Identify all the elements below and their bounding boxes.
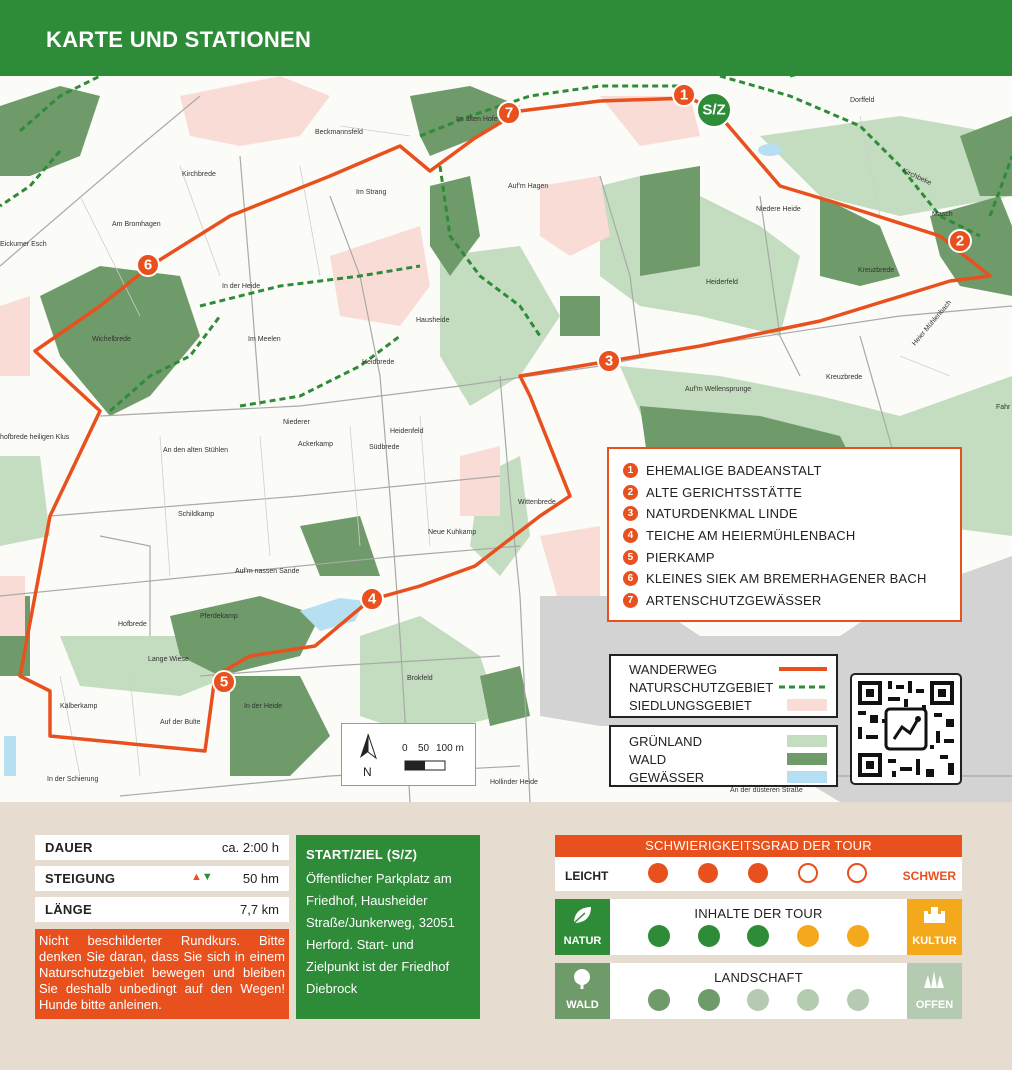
elevation-arrows-icon: ▲▼ [191, 871, 213, 883]
station-number: 4 [623, 528, 638, 543]
label-an-den-alten-stuehlen: An den alten Stühlen [163, 447, 228, 454]
grass-level-icon [797, 989, 819, 1011]
legend-wald: WALD [629, 751, 667, 767]
station-label: EHEMALIGE BADEANSTALT [646, 463, 822, 479]
label-hausheide: Hausheide [416, 317, 450, 324]
svg-text:1: 1 [679, 86, 689, 104]
label-in-der-heide-2: In der Heide [244, 703, 283, 710]
station-label: ARTENSCHUTZGEWÄSSER [646, 592, 822, 608]
label-am-bromhagen: Am Bromhagen [112, 221, 161, 228]
label-heidbrede: Heidbrede [362, 359, 395, 366]
culture-icon [797, 925, 819, 947]
legend-wanderweg: WANDERWEG [629, 661, 718, 677]
scale-fifty: 50 [418, 743, 430, 754]
label-auf-der-bulte: Auf der Bulte [160, 719, 201, 726]
difficulty-hard-label: SCHWER [902, 869, 956, 883]
svg-text:2: 2 [955, 232, 965, 250]
grass-icon [907, 963, 962, 993]
info-steigung [35, 866, 289, 891]
label-dorffeld: Dorffeld [850, 97, 875, 104]
header-bar [0, 0, 1012, 76]
svg-text:S/Z: S/Z [702, 101, 726, 119]
start-finish-box [296, 835, 480, 1019]
station-item [623, 525, 960, 547]
castle-icon [907, 899, 962, 929]
contents-panel [555, 899, 962, 955]
legend-areas [609, 725, 838, 787]
grass-level-icon [747, 989, 769, 1011]
start-text: Öffentlicher Parkplatz am Friedhof, Hausheider Straße/Junkerweg, 32051 Herford. Start- und Zielpunkt ist der Friedhof Diebrock [306, 871, 455, 996]
hiker-icon [748, 863, 768, 883]
station-number: 1 [623, 463, 638, 478]
station-number: 5 [623, 550, 638, 565]
empty-level-icon [798, 863, 818, 883]
station-label: PIERKAMP [646, 549, 715, 565]
marker-3[interactable] [598, 350, 620, 372]
label-wichelbrede: Wichelbrede [92, 336, 131, 343]
label-heidenfeld: Heidenfeld [390, 428, 424, 435]
hiker-icon [698, 863, 718, 883]
label-pferdekamp: Pferdekamp [200, 613, 238, 620]
empty-level-icon [847, 863, 867, 883]
grass-level-icon [847, 989, 869, 1011]
station-item [623, 546, 960, 568]
label-wittenbrede: Wittenbrede [518, 499, 556, 506]
scale-box [341, 723, 476, 786]
label-an-der-duesteren-strasse: An der düsteren Straße [730, 787, 803, 794]
station-list [607, 447, 962, 622]
svg-text:5: 5 [219, 673, 229, 691]
leaf-icon [555, 899, 610, 929]
label-aufm-nassen-sande: Auf'm nassen Sande [235, 568, 300, 575]
label-in-der-schierung: In der Schierung [47, 776, 99, 783]
natur-label: NATUR [563, 935, 602, 947]
label-beckmannsfeld: Beckmannsfeld [315, 129, 363, 136]
label-kirchbeke: Kirchbeke [901, 167, 933, 187]
marker-6[interactable] [137, 254, 159, 276]
label-niederer: Niederer [283, 419, 310, 426]
trail-note: Nicht beschilderter Rundkurs. Bitte denken Sie daran, dass Sie sich in einem Naturschutzgebiet bewegen und bleiben Sie deshalb unbedingt auf den Wegen! Hunde bitte anleinen. [35, 929, 289, 1019]
label-kaelberkamp: Kälberkamp [60, 703, 98, 710]
station-number: 7 [623, 593, 638, 608]
legend-gewaesser: GEWÄSSER [629, 769, 705, 785]
difficulty-easy-label: LEICHT [565, 869, 609, 883]
label-ackerkamp: Ackerkamp [298, 441, 334, 448]
label-im-strang: Im Strang [356, 189, 387, 196]
nature-icon [747, 925, 769, 947]
station-item [623, 503, 960, 525]
marker-1[interactable] [673, 84, 695, 106]
steigung-value: 50 hm [242, 871, 279, 886]
label-heiderfeld: Heiderfeld [706, 279, 738, 286]
wald-tile [555, 963, 610, 1019]
svg-text:7: 7 [504, 104, 514, 122]
marker-5[interactable] [213, 671, 235, 693]
label-hofbrede-klus: hofbrede heiligen Klus [0, 434, 70, 441]
station-label: ALTE GERICHTSSTÄTTE [646, 484, 802, 500]
culture-icon [847, 925, 869, 947]
natur-tile [555, 899, 610, 955]
tree-level-icon [698, 989, 720, 1011]
kultur-tile [907, 899, 962, 955]
route-swatch [779, 664, 827, 674]
reserve-swatch [779, 682, 827, 692]
marker-start[interactable] [697, 93, 731, 127]
hiker-icon [648, 863, 668, 883]
label-kreuzbrede: Kreuzbrede [858, 267, 895, 274]
marker-2[interactable] [949, 230, 971, 252]
difficulty-panel [555, 835, 962, 891]
label-heier-muehlenbach: Heier Mühlenbach [911, 299, 954, 348]
station-item [623, 482, 960, 504]
label-kirchbrede: Kirchbrede [182, 171, 216, 178]
contents-title: INHALTE DER TOUR [694, 906, 823, 921]
label-hollinder-heide: Hollinder Heide [490, 779, 538, 786]
station-item [623, 568, 960, 590]
steigung-key: STEIGUNG [45, 871, 116, 886]
label-hofbrede: Hofbrede [118, 621, 147, 628]
marker-7[interactable] [498, 102, 520, 124]
scale-zero: 0 [402, 743, 408, 754]
landscape-title: LANDSCHAFT [714, 970, 803, 985]
forest-swatch [787, 753, 827, 765]
tree-level-icon [648, 989, 670, 1011]
landscape-panel [555, 963, 962, 1019]
grassland-swatch [787, 735, 827, 747]
label-masch: Masch [932, 211, 953, 218]
label-kreuzbrede-2: Kreuzbrede [826, 374, 863, 381]
label-ickumer-esch: Eickumer Esch [0, 241, 47, 248]
legend-naturschutz: NATURSCHUTZGEBIET [629, 679, 774, 695]
dauer-key: DAUER [45, 840, 93, 855]
station-label: TEICHE AM HEIERMÜHLENBACH [646, 528, 856, 544]
svg-text:6: 6 [143, 256, 153, 274]
label-brokfeld: Brokfeld [407, 675, 433, 682]
dauer-value: ca. 2:00 h [221, 840, 279, 855]
info-dauer [35, 835, 289, 860]
marker-4[interactable] [361, 588, 383, 610]
nature-icon [698, 925, 720, 947]
tree-icon [555, 963, 610, 993]
difficulty-title: SCHWIERIGKEITSGRAD DER TOUR [555, 835, 962, 857]
svg-text:4: 4 [367, 590, 377, 608]
page-title: KARTE UND STATIONEN [46, 27, 312, 52]
station-number: 3 [623, 506, 638, 521]
north-arrow-icon [342, 724, 477, 787]
label-suedbrede: Südbrede [369, 444, 400, 451]
wald-label: WALD [566, 999, 599, 1011]
legend-gruenland: GRÜNLAND [629, 733, 702, 749]
station-label: NATURDENKMAL LINDE [646, 506, 798, 522]
svg-text:3: 3 [604, 352, 614, 370]
label-in-der-heide: In der Heide [222, 283, 261, 290]
info-laenge [35, 897, 289, 922]
label-neue-kuhkamp: Neue Kuhkamp [428, 529, 477, 536]
label-im-meelen: Im Meelen [248, 336, 281, 343]
water-swatch [787, 771, 827, 783]
qr-code[interactable] [850, 673, 962, 785]
station-item [623, 460, 960, 482]
kultur-label: KULTUR [912, 935, 957, 947]
station-label: KLEINES SIEK AM BREMERHAGENER BACH [646, 571, 927, 587]
offen-tile [907, 963, 962, 1019]
label-aufm-wellensprunge: Auf'm Wellensprunge [685, 386, 752, 393]
legend-lines [609, 654, 838, 718]
label-im-alten-hofe: Im alten Hofe [456, 116, 498, 123]
start-title: START/ZIEL (S/Z) [306, 847, 418, 862]
settlement-swatch [787, 699, 827, 711]
label-aufm-hagen: Auf'm Hagen [508, 183, 549, 190]
laenge-value: 7,7 km [239, 902, 279, 917]
legend-siedlung: SIEDLUNGSGEBIET [629, 697, 752, 713]
qr-code-icon [852, 675, 960, 783]
station-number: 2 [623, 485, 638, 500]
label-fahr: Fahr [996, 404, 1011, 411]
north-label: N [363, 765, 372, 779]
offen-label: OFFEN [915, 999, 954, 1011]
scale-hundred: 100 m [436, 743, 464, 754]
label-lange-wiese: Lange Wiese [148, 656, 189, 663]
station-number: 6 [623, 571, 638, 586]
label-niedere-heide: Niedere Heide [756, 206, 801, 213]
laenge-key: LÄNGE [45, 902, 92, 917]
station-item [623, 590, 960, 612]
nature-icon [648, 925, 670, 947]
label-schildkamp: Schildkamp [178, 511, 215, 518]
